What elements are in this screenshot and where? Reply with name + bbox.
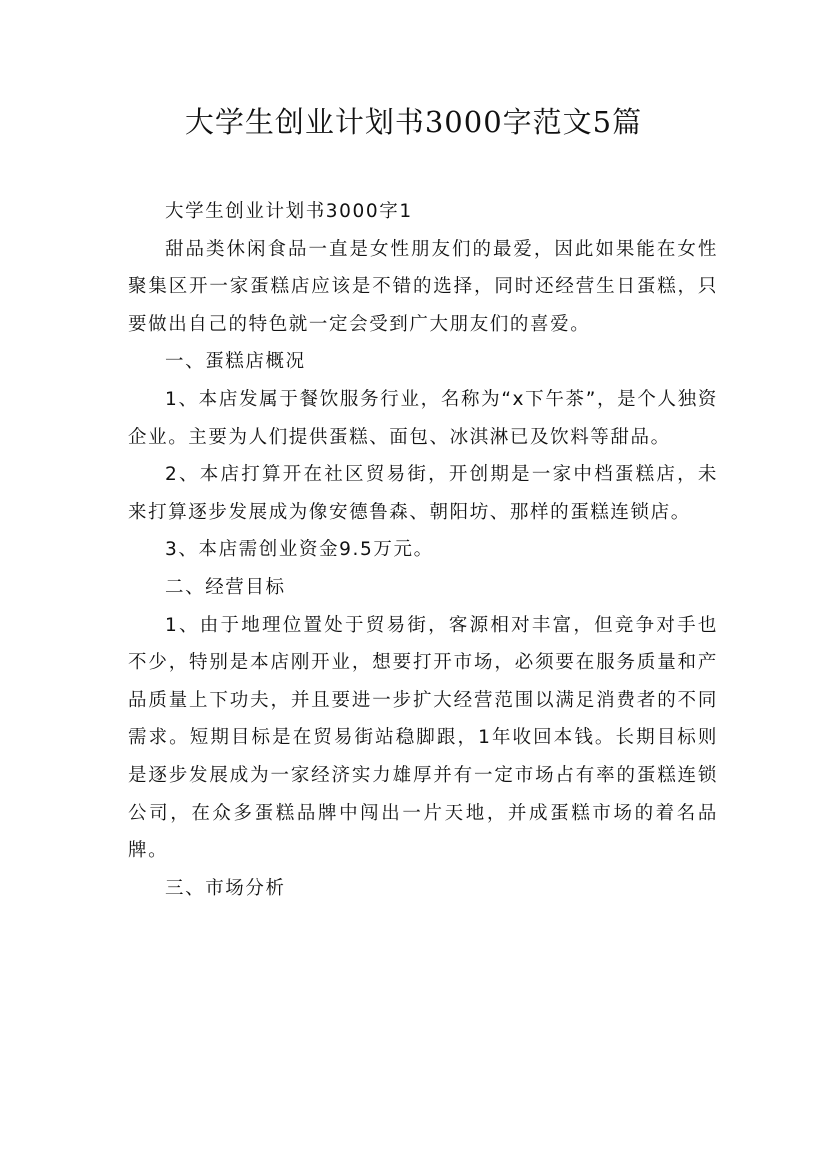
document-body — [128, 193, 718, 907]
paragraph-goals-1: 1、由于地理位置处于贸易街，客源相对丰富，但竞争对手也不少，特别是本店刚开业，想要打开市场，必须要在服务质量和产品质量上下功夫，并且要进一步扩大经营范围以满足消费者的不同需求。短期目标是在贸易街站稳脚跟，1年收回本钱。长期目标则是逐步发展成为一家经济实力雄厚并有一定市场占有率的蛋糕连锁公司，在众多蛋糕品牌中闯出一片天地，并成蛋糕市场的着名品牌。 — [128, 614, 718, 862]
section-heading-market: 三、市场分析 — [165, 877, 286, 899]
paragraph-overview-1: 1、本店发属于餐饮服务行业，名称为“x下午茶”，是个人独资企业。主要为人们提供蛋糕、面包、冰淇淋已及饮料等甜品。 — [128, 388, 718, 448]
paragraph-overview-2: 2、本店打算开在社区贸易街，开创期是一家中档蛋糕店，未来打算逐步发展成为像安德鲁森、朝阳坊、那样的蛋糕连锁店。 — [128, 464, 718, 523]
section-heading-overview: 一、蛋糕店概况 — [165, 351, 306, 373]
paragraph-subtitle: 大学生创业计划书3000字1 — [165, 201, 413, 222]
paragraph-intro: 甜品类休闲食品一直是女性朋友们的最爱，因此如果能在女性聚集区开一家蛋糕店应该是不错的选择，同时还经营生日蛋糕，只要做出自己的特色就一定会受到广大朋友们的喜爱。 — [128, 238, 718, 335]
paragraph-overview-3: 3、本店需创业资金9.5万元。 — [165, 539, 434, 561]
document-title: 大学生创业计划书3000字范文5篇 — [184, 105, 643, 139]
section-heading-goals: 二、经营目标 — [165, 576, 286, 598]
